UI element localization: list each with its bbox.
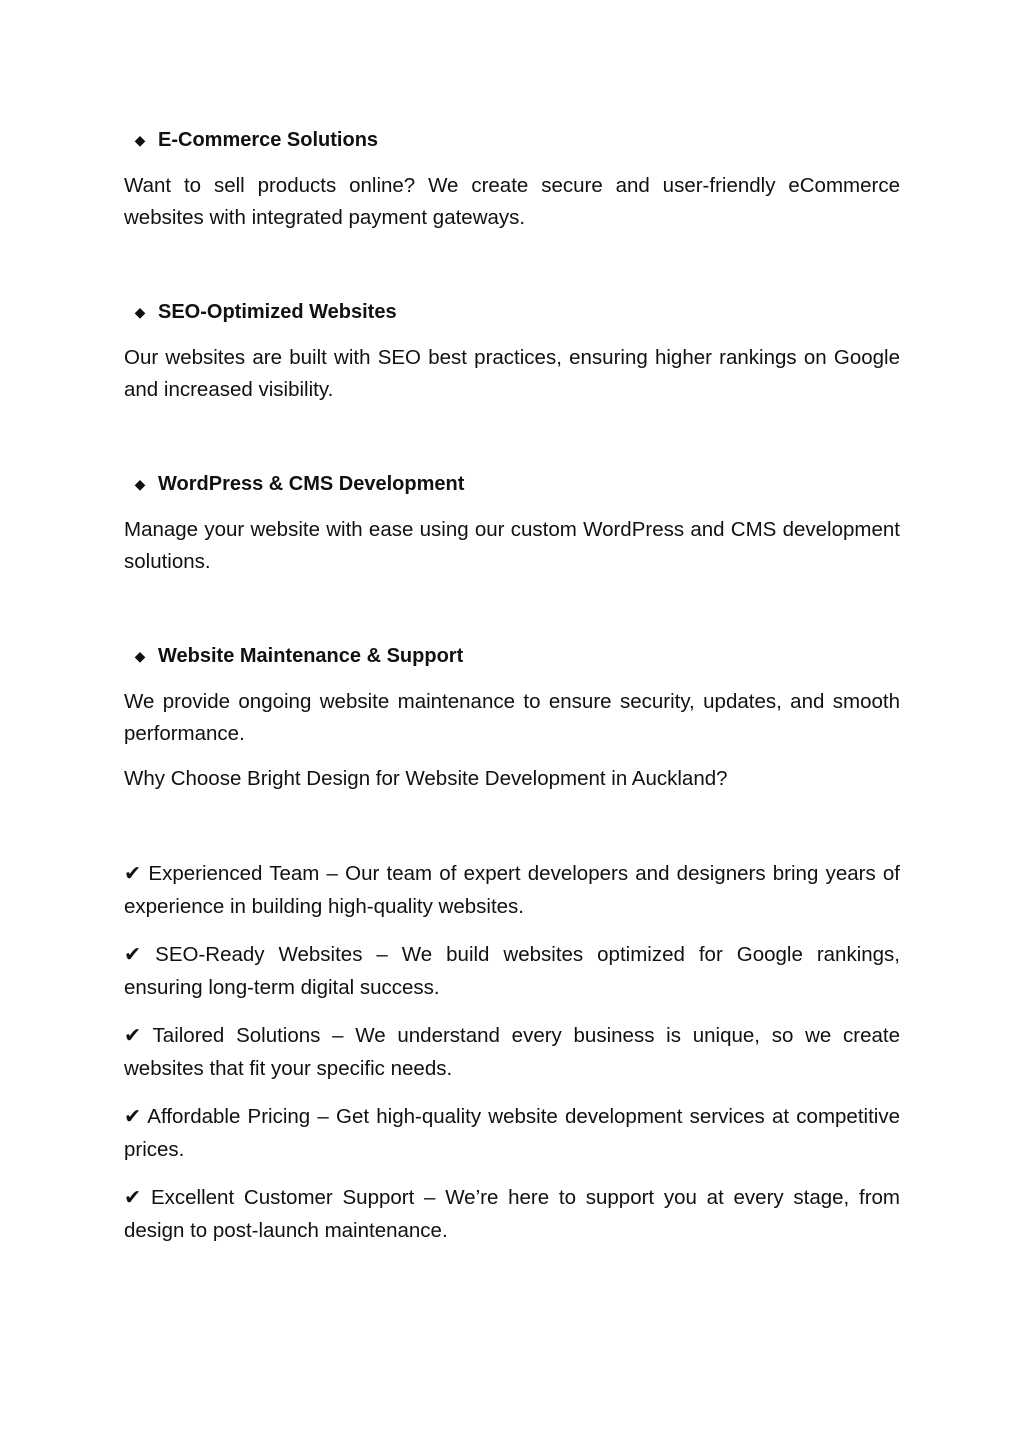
document-page	[124, 124, 900, 1262]
section-text: We provide ongoing website maintenance to ensure security, updates, and smooth performance.	[124, 690, 900, 745]
section-title: SEO-Optimized Websites	[158, 301, 397, 323]
benefit-text: Affordable Pricing – Get high-quality website development services at competitive prices.	[124, 1105, 900, 1161]
diamond-bullet-icon: ◆	[134, 648, 146, 664]
benefit-item	[124, 857, 900, 923]
section-heading	[124, 296, 900, 328]
section-title: Website Maintenance & Support	[158, 645, 464, 667]
section-text: Our websites are built with SEO best practices, ensuring higher rankings on Google and increased visibility.	[124, 346, 900, 401]
benefit-text: Experienced Team – Our team of expert developers and designers bring years of experience in building high-quality websites.	[124, 862, 900, 918]
why-choose-heading: Why Choose Bright Design for Website Development in Auckland?	[124, 767, 728, 790]
benefit-item	[124, 938, 900, 1004]
diamond-bullet-icon: ◆	[134, 476, 146, 492]
benefits-list	[124, 857, 900, 1247]
section-text: Want to sell products online? We create secure and user-friendly eCommerce websites with integrated payment gateways.	[124, 174, 900, 229]
checkmark-icon: ✔	[124, 1186, 142, 1209]
section-wordpress	[124, 468, 900, 578]
diamond-bullet-icon: ◆	[134, 304, 146, 320]
benefit-item	[124, 1019, 900, 1085]
diamond-bullet-icon: ◆	[134, 132, 146, 148]
section-heading	[124, 124, 900, 156]
section-ecommerce	[124, 124, 900, 234]
benefit-item	[124, 1100, 900, 1166]
section-heading	[124, 468, 900, 500]
section-heading	[124, 640, 900, 672]
benefit-item	[124, 1181, 900, 1247]
section-title: WordPress & CMS Development	[158, 473, 465, 495]
benefit-text: Tailored Solutions – We understand every business is unique, so we create websites that fit your specific needs.	[124, 1024, 900, 1080]
benefit-text: SEO-Ready Websites – We build websites optimized for Google rankings, ensuring long-term digital success.	[124, 943, 900, 999]
checkmark-icon: ✔	[124, 862, 142, 885]
benefit-text: Excellent Customer Support – We’re here to support you at every stage, from design to post-launch maintenance.	[124, 1186, 901, 1242]
section-seo	[124, 296, 900, 406]
checkmark-icon: ✔	[124, 1105, 142, 1128]
section-title: E-Commerce Solutions	[158, 129, 379, 151]
section-text: Manage your website with ease using our custom WordPress and CMS development solutions.	[124, 518, 900, 573]
checkmark-icon: ✔	[124, 1024, 142, 1047]
section-maintenance	[124, 640, 900, 750]
checkmark-icon: ✔	[124, 943, 142, 966]
